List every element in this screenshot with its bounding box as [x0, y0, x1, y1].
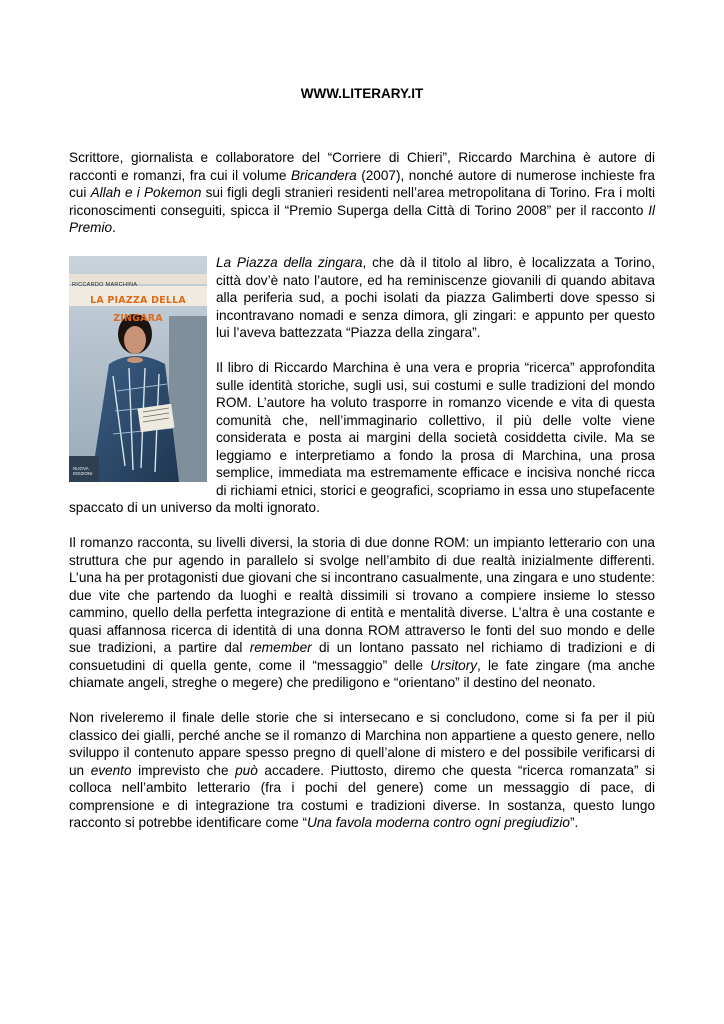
text: accadere. Piuttosto, diremo che questa “ricerca romanzata” si colloca nell’ambito letterario (fra i pochi del genere) come un messaggio di pace, di comprensione e di integrazione tra costumi e tradizioni diverse. In sostanza, questo lungo racconto si potrebbe identificare come “	[69, 762, 655, 830]
publisher-line: EDIZIONI	[73, 471, 93, 476]
site-header: WWW.LITERARY.IT	[300, 86, 424, 101]
italic-ursitory: Ursitory	[430, 657, 478, 673]
text: sui figli degli stranieri residenti nell’area metropolitana di Torino. Fra i molti riconoscimenti conseguiti, spicca il “Premio Superga della Città di Torino 2008” per il racconto	[69, 185, 655, 218]
book-title-allah: Allah e i Pokemon	[90, 185, 202, 200]
text: Il romanzo racconta, su livelli diversi, la storia di due donne ROM: un impianto letterario con una struttura che pur agendo in parallelo si svolge nell’ambito di due realtà inizialmente differenti. L’una ha per protagonisti due giovani che si incontrano casualmente, una zingara e uno studente: due vite che partendo da luoghi e realtà dissimili si trovano a compiere insieme lo stesso cammino, quello della perfetta integrazione di entità e mentalità diverse. L’altra è una costante e quasi affannosa ricerca di identità di una donna ROM attraverso le fonti del suo mondo e delle sue tradizioni, a partire dal	[69, 535, 655, 655]
publisher-line: NUOVA	[73, 466, 89, 471]
book-title-premio: Il Premio	[69, 202, 655, 235]
text: imprevisto che	[131, 762, 236, 778]
text: Non riveleremo il finale delle storie che si intersecano e si concludono, come si fa per il più classico dei gialli, perché anche se il romanzo di Marchina non appartiene a questo genere, nello sviluppo il contenuto appare spesso pregno di quell’alone di mistero e del possibile verificarsi di un	[69, 710, 655, 778]
italic-evento: evento	[90, 762, 132, 778]
book-cover-image	[69, 256, 207, 482]
text: ”.	[570, 815, 579, 830]
italic-remember: remember	[249, 640, 312, 655]
article-body	[69, 149, 655, 849]
paragraph-romanzo	[69, 534, 655, 692]
text: , le fate zingare (ma anche chiamate angeli, streghe o megere) che prediligono e “orientano” il destino del neonato.	[69, 657, 656, 690]
italic-favola: Una favola moderna contro ogni pregiudizio	[307, 815, 570, 830]
text: (2007), nonché autore di numerose inchieste fra cui	[69, 167, 655, 200]
text: di un lontano passato nel richiamo di tradizioni e di consuetudini di quella gente, come il “messaggio” delle	[69, 640, 655, 673]
cover-author: RICCARDO MARCHINA	[72, 282, 138, 288]
paragraph-intro	[69, 149, 655, 237]
text: , che dà il titolo al libro, è localizzata a Torino, città dov’è nato l’autore, ed ha reminiscenze giovanili di quando abitava alla periferia sud, a pochi isolati da piazza Galimberti dove spesso si incontravano nomadi e senza dimora, gli zingari: e appunto per questo lui l’aveva battezzata “Piazza della zingara”.	[216, 255, 655, 340]
text: Scrittore, giornalista e collaboratore del “Corriere di Chieri”, Riccardo Marchina è autore di racconti e romanzi, fra cui il volume	[69, 150, 655, 183]
italic-puo: può	[235, 762, 258, 778]
text: .	[112, 220, 116, 235]
book-title-bricandera: Bricandera	[290, 167, 357, 183]
cover-publisher	[73, 466, 93, 476]
cover-title: LA PIAZZA DELLA ZINGARA	[90, 295, 186, 324]
text: Il libro di Riccardo Marchina è una vera e propria “ricerca” approfondita sulle identità storiche, sugli usi, sui costumi e sulle tradizioni del mondo ROM. L’autore ha voluto trasporre in romanzo vicende e vita di questa comunità che, nell’immaginario collettivo, il più delle volte viene considerata e posta ai margini della società cosiddetta civile. Ma se leggiamo e interpretiamo a fondo la prosa di Marchina, una prosa semplice, immediata ma estremamente efficace e incisiva nonché ricca di richiami etnici, storici e geografici, scopriamo in essa uno stupefacente spaccato di un universo da molti ignorato.	[69, 360, 655, 515]
book-title-piazza: La Piazza della zingara	[216, 255, 363, 270]
paragraph-finale	[69, 709, 655, 832]
